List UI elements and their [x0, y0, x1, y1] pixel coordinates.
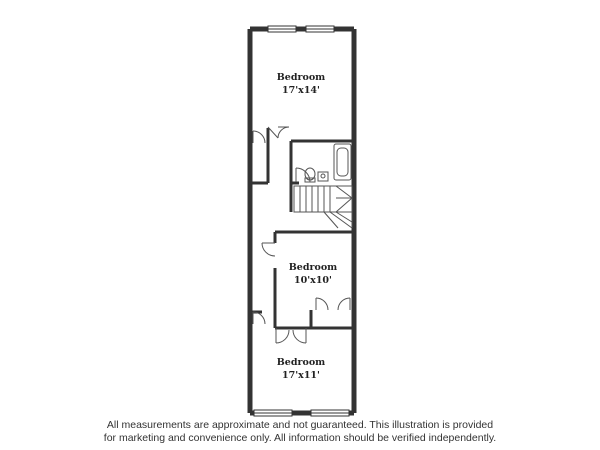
room-labels	[277, 72, 337, 381]
room-dimensions-bedroom-1: 17'x14'	[282, 85, 320, 96]
room-name-bedroom-2: Bedroom	[288, 262, 338, 273]
disclaimer-line-2: for marketing and convenience only. All information should be verified independently.	[103, 432, 497, 444]
bathroom-fixtures	[305, 144, 351, 182]
staircase	[294, 186, 352, 228]
interior-walls	[250, 128, 354, 328]
room-dimensions-bedroom-2: 10'x10'	[294, 275, 332, 286]
disclaimer	[0, 419, 600, 445]
disclaimer-line-1: All measurements are approximate and not guaranteed. This illustration is provided	[106, 419, 494, 431]
room-dimensions-bedroom-3: 17'x11'	[282, 370, 320, 381]
room-name-bedroom-1: Bedroom	[276, 72, 326, 83]
room-name-bedroom-3: Bedroom	[276, 357, 326, 368]
